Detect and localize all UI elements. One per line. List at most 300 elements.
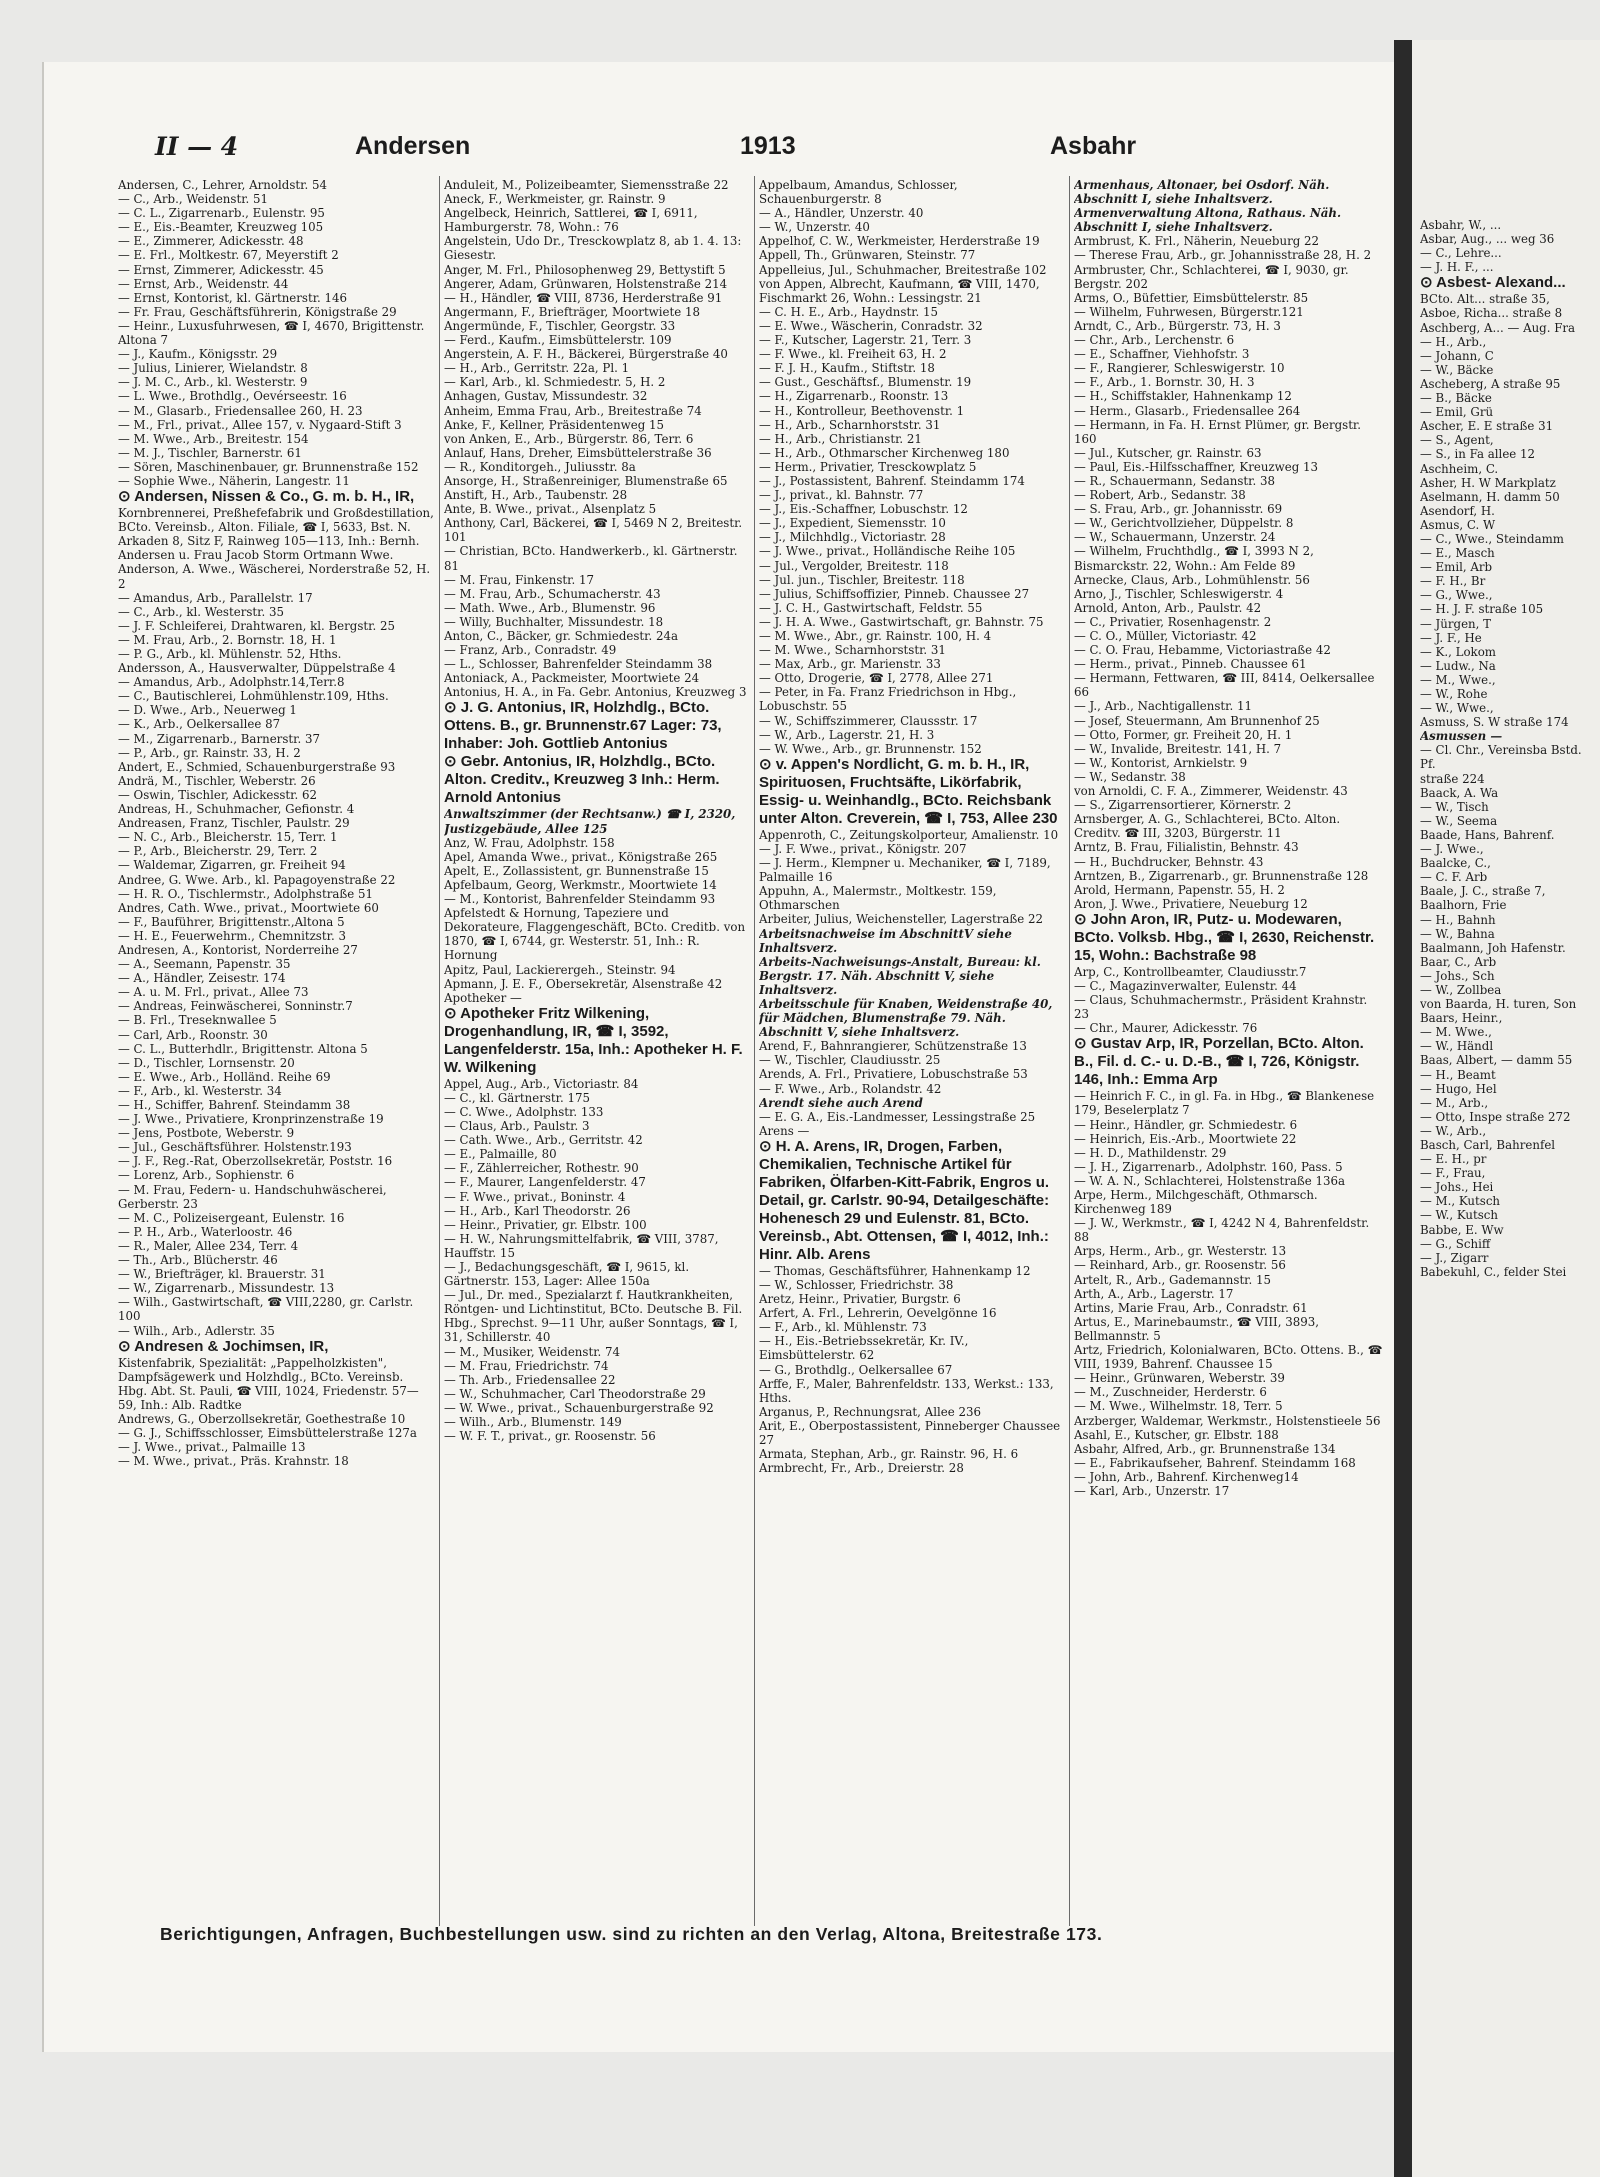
- directory-entry: Aselmann, H. damm 50: [1420, 489, 1560, 504]
- directory-entry: — Lorenz, Arb., Sophienstr. 6: [118, 1168, 295, 1183]
- directory-entry: — Chr., Maurer, Adickesstr. 76: [1074, 1021, 1258, 1036]
- directory-entry: Arendt siehe auch Arend: [759, 1095, 923, 1110]
- directory-entry: — A., Händler, Zeisestr. 174: [118, 971, 286, 986]
- directory-entry: Asmussen —: [1420, 729, 1503, 744]
- column-3: [759, 178, 1065, 1913]
- directory-entry: — Herm., privat., Pinneb. Chaussee 61: [1074, 657, 1307, 672]
- directory-entry: — W., Kutsch: [1420, 1208, 1499, 1223]
- directory-entry: — W., Tischler, Claudiusstr. 25: [759, 1053, 941, 1068]
- directory-entry: — Ernst, Kontorist, kl. Gärtnerstr. 146: [118, 290, 348, 305]
- directory-entry: Arfert, A. Frl., Lehrerin, Oevelgönne 16: [759, 1306, 997, 1321]
- directory-entry: — E. Wwe., Arb., Holländ. Reihe 69: [118, 1069, 331, 1084]
- directory-entry: Angelbeck, Heinrich, Sattlerei, ☎ I, 6911, Hamburgerstr. 78, Wohn.: 76: [444, 206, 698, 235]
- directory-entry: — S., Zigarrensortierer, Körnerstr. 2: [1074, 798, 1292, 813]
- directory-entry: — M., Zuschneider, Herderstr. 6: [1074, 1385, 1267, 1400]
- directory-entry: ⊙ Andresen & Jochimsen, IR,: [118, 1337, 329, 1355]
- directory-entry: — K., Arb., Oelkersallee 87: [118, 717, 281, 732]
- directory-entry: Asbar, Aug., ... weg 36: [1420, 232, 1555, 247]
- directory-entry: — H. D., Mathildenstr. 29: [1074, 1145, 1227, 1160]
- directory-entry: Baars, Heinr.,: [1420, 1011, 1503, 1026]
- directory-entry: — M. Wwe., Abr., gr. Rainstr. 100, H. 4: [759, 629, 992, 643]
- directory-entry: — H. J. F. straße 105: [1420, 602, 1544, 617]
- directory-entry: — M. Wwe.,: [1420, 1025, 1492, 1040]
- directory-entry: — W., Rohe: [1420, 687, 1488, 701]
- directory-entry: — Heinr., Luxusfuhrwesen, ☎ I, 4670, Brigittenstr. Altona 7: [118, 318, 425, 348]
- directory-entry: — Julius, Linierer, Wielandstr. 8: [118, 361, 308, 376]
- directory-entry: — H., Schiffstakler, Hahnenkamp 12: [1074, 389, 1292, 404]
- directory-entry: — Otto, Inspe straße 272: [1420, 1109, 1571, 1124]
- directory-entry: straße 224: [1420, 771, 1485, 786]
- directory-entry: Appelbaum, Amandus, Schlosser, Schauenburgerstr. 8: [759, 178, 958, 207]
- directory-entry: Arp, C., Kontrollbeamter, Claudiusstr.7: [1074, 964, 1307, 979]
- directory-entry: — H., Eis.-Betriebssekretär, Kr. IV., Eimsbüttelerstr. 62: [759, 1334, 969, 1363]
- column-rule: [754, 176, 755, 1926]
- directory-entry: — M. Frau, Finkenstr. 17: [444, 572, 595, 587]
- directory-entry: — E. G. A., Eis.-Landmesser, Lessingstraße 25: [759, 1109, 1036, 1124]
- directory-entry: — W., Briefträger, kl. Brauerstr. 31: [118, 1267, 326, 1282]
- directory-entry: — Karl, Arb., Unzerstr. 17: [1074, 1483, 1230, 1498]
- directory-entry: Aschheim, C.: [1420, 461, 1499, 476]
- directory-entry: — M., Frl., privat., Allee 157, v. Nygaard-Stift 3: [118, 417, 402, 432]
- directory-entry: Kistenfabrik, Spezialität: „Pappelholzkisten", Dampfsägewerk und Holzhdlg., BCto. Vereinsb. Hbg. Abt. St. Pauli, ☎ VIII, 1024, Friedenstr. 57—59, Inh.: Alb. Radtke: [118, 1355, 419, 1412]
- directory-entry: — Wilh., Gastwirtschaft, ☎ VIII,2280, gr. Carlstr. 100: [118, 1295, 414, 1324]
- directory-entry: ⊙ Gebr. Antonius, IR, Holzhdlg., BCto. Alton. Creditv., Kreuzweg 3 Inh.: Herm. Arnold Antonius: [444, 753, 720, 807]
- directory-entry: — Oswin, Tischler, Adickesstr. 62: [118, 787, 318, 802]
- directory-entry: — Sophie Wwe., Näherin, Langestr. 11: [118, 473, 350, 488]
- directory-entry: — W. Wwe., privat., Schauenburgerstraße 92: [444, 1400, 714, 1415]
- directory-entry: Babbe, E. Ww: [1420, 1222, 1504, 1237]
- directory-entry: — Christian, BCto. Handwerkerb., kl. Gärtnerstr. 81: [444, 544, 738, 573]
- directory-entry: Artins, Marie Frau, Arb., Conradstr. 61: [1074, 1300, 1308, 1315]
- directory-entry: — M. Frau, Federn- u. Handschuhwäscherei, Gerberstr. 23: [118, 1182, 387, 1211]
- directory-entry: Armbrecht, Fr., Arb., Dreierstr. 28: [759, 1461, 964, 1476]
- directory-entry: — Otto, Drogerie, ☎ I, 2778, Allee 271: [759, 671, 994, 686]
- directory-entry: Anstift, H., Arb., Taubenstr. 28: [444, 488, 628, 503]
- directory-entry: — D. Wwe., Arb., Neuerweg 1: [118, 703, 297, 718]
- directory-entry: — J. Herm., Klempner u. Mechaniker, ☎ I, 7189, Palmaille 16: [759, 856, 1051, 885]
- directory-entry: — S., in Fa allee 12: [1420, 447, 1536, 462]
- directory-entry: — P., Arb., gr. Rainstr. 33, H. 2: [118, 745, 301, 760]
- directory-entry: Arit, E., Oberpostassistent, Pinneberger Chaussee 27: [759, 1418, 1061, 1448]
- directory-entry: — Heinr., Grünwaren, Weberstr. 39: [1074, 1371, 1285, 1386]
- directory-entry: — C., Lehre...: [1420, 246, 1502, 261]
- directory-entry: — H., Beamt: [1420, 1067, 1496, 1082]
- directory-entry: — G., Schiff: [1420, 1236, 1491, 1251]
- directory-entry: Armbruster, Chr., Schlachterei, ☎ I, 9030, gr. Bergstr. 202: [1074, 262, 1349, 291]
- directory-entry: Anlauf, Hans, Dreher, Eimsbüttelerstraße 36: [444, 445, 712, 460]
- directory-entry: Arens —: [759, 1123, 810, 1138]
- directory-entry: — F., Zählerreicher, Rothestr. 90: [444, 1161, 639, 1176]
- directory-entry: Babekuhl, C., felder Stei: [1420, 1264, 1567, 1279]
- directory-entry: — Max, Arb., gr. Marienstr. 33: [759, 657, 941, 672]
- right-keyword: Asbahr: [1050, 132, 1137, 160]
- directory-entry: von Arnoldi, C. F. A., Zimmerer, Weidenstr. 43: [1074, 784, 1348, 799]
- directory-entry: Angermünde, F., Tischler, Georgstr. 33: [444, 318, 676, 333]
- directory-entry: — F. Wwe., Arb., Rolandstr. 42: [759, 1081, 942, 1096]
- directory-entry: — W., Händl: [1420, 1039, 1494, 1054]
- column-rule: [1069, 176, 1070, 1926]
- directory-entry: — J. F., Reg.-Rat, Oberzollsekretär, Poststr. 16: [118, 1154, 393, 1169]
- directory-entry: Andersson, A., Hausverwalter, Düppelstraße 4: [118, 661, 396, 676]
- directory-entry: Anke, F., Kellner, Präsidentenweg 15: [444, 417, 665, 432]
- directory-entry: — H., Arb., Othmarscher Kirchenweg 180: [759, 445, 1010, 460]
- directory-entry: — Andreas, Feinwäscherei, Sonninstr.7: [118, 999, 353, 1014]
- directory-entry: — John, Arb., Bahrenf. Kirchenweg14: [1074, 1469, 1299, 1484]
- directory-entry: Arnecke, Claus, Arb., Lohmühlenstr. 56: [1074, 572, 1310, 587]
- directory-entry: Ansorge, H., Straßenreiniger, Blumenstraße 65: [444, 473, 728, 488]
- directory-entry: Anz, W. Frau, Adolphstr. 158: [444, 835, 615, 850]
- directory-entry: — C., kl. Gärtnerstr. 175: [444, 1090, 591, 1105]
- directory-entry: — Johann, C: [1420, 348, 1494, 363]
- directory-entry: — Th., Arb., Blücherstr. 46: [118, 1253, 278, 1268]
- directory-entry: — H. E., Feuerwehrm., Chemnitzstr. 3: [118, 928, 346, 943]
- directory-entry: — Jul., Dr. med., Spezialarzt f. Hautkrankheiten, Röntgen- und Lichtinstitut, BCto. Deutsche B. Fil. Hbg., Sprechst. 9—11 Uhr, außer Sonntags, ☎ I, 31, Schillerstr. 40: [444, 1288, 743, 1345]
- directory-entry: — Herm., Glasarb., Friedensallee 264: [1074, 403, 1301, 418]
- directory-entry: Angelstein, Udo Dr., Tresckowplatz 8, ab 1. 4. 13: Giesestr.: [444, 234, 742, 263]
- directory-entry: — L. Wwe., Brothdlg., Oevérseestr. 16: [118, 389, 347, 404]
- directory-entry: Andersen, C., Lehrer, Arnoldstr. 54: [118, 178, 327, 192]
- directory-entry: Andresen, A., Kontorist, Norderreihe 27: [118, 942, 358, 957]
- directory-entry: — E. H., pr: [1420, 1152, 1487, 1167]
- directory-entry: — H. W., Nahrungsmittelfabrik, ☎ VIII, 3787, Hauffstr. 15: [444, 1231, 719, 1260]
- directory-entry: — Willy, Buchhalter, Missundestr. 18: [444, 614, 664, 629]
- directory-entry: Arganus, P., Rechnungsrat, Allee 236: [759, 1404, 981, 1419]
- directory-entry: — F. Wwe., privat., Boninstr. 4: [444, 1189, 626, 1204]
- directory-entry: — Karl, Arb., kl. Schmiedestr. 5, H. 2: [444, 375, 666, 390]
- directory-entry: Aneck, F., Werkmeister, gr. Rainstr. 9: [444, 192, 666, 207]
- publisher-footer: Berichtigungen, Anfragen, Buchbestellungen usw. sind zu richten an den Verlag, Altona, Breitestraße 173.: [160, 1924, 1103, 1944]
- directory-entry: Artus, E., Marinebaumstr., ☎ VIII, 3893, Bellmannstr. 5: [1074, 1314, 1319, 1343]
- directory-entry: Appenroth, C., Zeitungskolporteur, Amalienstr. 10: [759, 827, 1059, 842]
- directory-entry: Arends, A. Frl., Privatiere, Lobuschstraße 53: [759, 1067, 1028, 1082]
- directory-entry: — Reinhard, Arb., gr. Roosenstr. 56: [1074, 1258, 1286, 1273]
- directory-entry: Arntz, B. Frau, Filialistin, Behnstr. 43: [1074, 840, 1299, 855]
- directory-entry: — F. J. H., Kaufm., Stiftstr. 18: [759, 361, 935, 376]
- directory-entry: — Ferd., Kaufm., Eimsbüttelerstr. 109: [444, 333, 672, 348]
- directory-entry: — H., Kontrolleur, Beethovenstr. 1: [759, 403, 965, 418]
- directory-entry: — M., Kutsch: [1420, 1194, 1501, 1209]
- directory-entry: Appel, Aug., Arb., Victoriastr. 84: [444, 1076, 639, 1091]
- directory-entry: — M. Wwe., privat., Präs. Krahnstr. 18: [118, 1454, 349, 1469]
- directory-entry: — Heinrich F. C., in gl. Fa. in Hbg., ☎ Blankenese 179, Beselerplatz 7: [1074, 1089, 1375, 1118]
- directory-entry: Arps, Herm., Arb., gr. Westerstr. 13: [1074, 1244, 1287, 1259]
- directory-entry: — Jens, Postbote, Weberstr. 9: [118, 1126, 295, 1141]
- directory-entry: — Jul., Kutscher, gr. Rainstr. 63: [1074, 445, 1262, 460]
- directory-entry: Asher, H. W Markplatz: [1420, 475, 1556, 490]
- left-keyword: Andersen: [355, 132, 471, 160]
- directory-entry: — W., Sedanstr. 38: [1074, 769, 1186, 784]
- directory-entry: — F., Bauführer, Brigittenstr.,Altona 5: [118, 914, 345, 929]
- directory-entry: Arndt, C., Arb., Bürgerstr. 73, H. 3: [1074, 318, 1281, 333]
- directory-entry: — Thomas, Geschäftsführer, Hahnenkamp 12: [759, 1263, 1031, 1278]
- directory-entry: Anhagen, Gustav, Missundestr. 32: [444, 389, 648, 404]
- directory-entry: Asmus, C. W: [1420, 517, 1496, 532]
- directory-entry: — Wilh., Arb., Blumenstr. 149: [444, 1415, 622, 1430]
- directory-entry: — Therese Frau, Arb., gr. Johannisstraße 28, H. 2: [1074, 248, 1372, 263]
- directory-entry: ⊙ John Aron, IR, Putz- u. Modewaren, BCto. Volksb. Hbg., ☎ I, 2630, Reichenstr. 15, Wohn.: Bachstraße 98: [1074, 910, 1375, 964]
- directory-entry: ⊙ Andersen, Nissen & Co., G. m. b. H., IR,: [118, 488, 415, 506]
- directory-entry: Asendorf, H.: [1420, 503, 1495, 518]
- directory-entry: Baar, C., Arb: [1420, 954, 1497, 969]
- directory-entry: — Waldemar, Zigarren, gr. Freiheit 94: [118, 858, 346, 873]
- directory-entry: — P. H., Arb., Waterloostr. 46: [118, 1224, 293, 1239]
- directory-entry: — W., Wwe.,: [1420, 701, 1494, 716]
- directory-entry: Appuhn, A., Malermstr., Moltkestr. 159, Othmarschen: [759, 884, 997, 913]
- directory-entry: — H., Arb., Karl Theodorstr. 26: [444, 1203, 631, 1218]
- directory-entry: — C. L., Zigarrenarb., Eulenstr. 95: [118, 206, 325, 221]
- directory-entry: — W., Schauermann, Unzerstr. 24: [1074, 530, 1276, 545]
- directory-entry: — W., Gerichtvollzieher, Düppelstr. 8: [1074, 516, 1294, 531]
- directory-entry: Armenhaus, Altonaer, bei Osdorf. Näh. Abschnitt I, siehe Inhaltsverz.: [1074, 178, 1330, 207]
- page-number: II — 4: [155, 132, 239, 161]
- directory-entry: — F., Arb., kl. Westerstr. 34: [118, 1083, 282, 1098]
- directory-entry: — F. Wwe., kl. Freiheit 63, H. 2: [759, 347, 947, 362]
- directory-entry: — M. J., Tischler, Barnerstr. 61: [118, 445, 302, 460]
- column-rule: [439, 176, 440, 1926]
- directory-entry: — J., privat., kl. Bahnstr. 77: [759, 488, 924, 503]
- directory-entry: — M. Wwe., Scharnhorststr. 31: [759, 643, 946, 658]
- directory-entry: — C. H. E., Arb., Haydnstr. 15: [759, 304, 939, 319]
- directory-entry: — R., Schauermann, Sedanstr. 38: [1074, 473, 1276, 488]
- directory-entry: — H., Bahnh: [1420, 912, 1496, 927]
- directory-entry: — C. O., Müller, Victoriastr. 42: [1074, 629, 1257, 643]
- directory-entry: — C., Magazinverwalter, Eulenstr. 44: [1074, 978, 1297, 993]
- directory-entry: — E., Schaffner, Viehhofstr. 3: [1074, 347, 1250, 362]
- directory-entry: — W. F. T., privat., gr. Roosenstr. 56: [444, 1429, 656, 1444]
- directory-entry: Armata, Stephan, Arb., gr. Rainstr. 96, H. 6: [759, 1447, 1019, 1462]
- directory-entry: ⊙ H. A. Arens, IR, Drogen, Farben, Chemikalien, Technische Artikel für Fabriken, Ölfarben-Kitt-Fabrik, Engros u. Detail, gr. Carlstr. 90-94, Detailgeschäfte: Hohenesch 29 und Eulenstr. 81, BCto. Vereinsb., Abt. Ottensen, ☎ I, 4012, Inh.: Hinr. Alb. Arens: [759, 1137, 1050, 1263]
- directory-entry: Kornbrennerei, Preßhefefabrik und Großdestillation, BCto. Vereinsb., Alton. Filiale, ☎ I, 5633, Bst. N. Arkaden 8, Sitz F, Rainweg 105—113, Inh.: Bernh. Andersen u. Frau Jacob Storm Ortmann Wwe.: [118, 506, 434, 563]
- directory-entry: Asbahr, W., ...: [1420, 218, 1502, 232]
- directory-entry: Arntzen, B., Zigarrenarb., gr. Brunnenstraße 128: [1074, 868, 1369, 883]
- directory-entry: von Appen, Albrecht, Kaufmann, ☎ VIII, 1470, Fischmarkt 26, Wohn.: Lessingstr. 21: [759, 276, 1040, 305]
- directory-entry: ⊙ Apotheker Fritz Wilkening, Drogenhandlung, IR, ☎ I, 3592, Langenfelderstr. 15a, Inh.: Apotheker H. F. W. Wilkening: [444, 1004, 743, 1076]
- directory-entry: — A., Händler, Unzerstr. 40: [759, 206, 924, 221]
- directory-entry: ⊙ v. Appen's Nordlicht, G. m. b. H., IR, Spirituosen, Fruchtsäfte, Likörfabrik, Essig- u. Weinhandlg., BCto. Reichsbank unter Alton. Creverein, ☎ I, 753, Allee 230: [759, 755, 1058, 827]
- directory-entry: — M., Wwe.,: [1420, 672, 1496, 687]
- directory-entry: Andree, G. Wwe. Arb., kl. Papagoyenstraße 22: [118, 872, 396, 887]
- directory-entry: — H., Zigarrenarb., Roonstr. 13: [759, 389, 949, 404]
- directory-entry: — Chr., Arb., Lerchenstr. 6: [1074, 333, 1235, 348]
- directory-entry: — E., Eis.-Beamter, Kreuzweg 105: [118, 220, 324, 235]
- directory-entry: — C. L., Butterhdlr., Brigittenstr. Altona 5: [118, 1041, 368, 1056]
- directory-entry: — H., Buchdrucker, Behnstr. 43: [1074, 854, 1264, 869]
- directory-entry: — C., Privatier, Rosenhagenstr. 2: [1074, 614, 1272, 629]
- directory-entry: — Emil, Arb: [1420, 560, 1493, 575]
- directory-entry: Arffe, F., Maler, Bahrenfeldstr. 133, Werkst.: 133, Hths.: [759, 1376, 1054, 1405]
- directory-entry: — E. Frl., Moltkestr. 67, Meyerstift 2: [118, 248, 339, 263]
- directory-entry: — R., Maler, Allee 234, Terr. 4: [118, 1238, 299, 1253]
- directory-entry: Baade, Hans, Bahrenf.: [1420, 827, 1555, 842]
- directory-entry: Apel, Amanda Wwe., privat., Königstraße 265: [444, 849, 718, 864]
- directory-entry: Asbahr, Alfred, Arb., gr. Brunnenstraße 134: [1074, 1441, 1336, 1456]
- directory-entry: — W. Wwe., Arb., gr. Brunnenstr. 152: [759, 741, 982, 756]
- directory-entry: Appell, Th., Grünwaren, Steinstr. 77: [759, 248, 976, 263]
- directory-entry: — J., Zigarr: [1420, 1250, 1489, 1265]
- directory-entry: Apfelbaum, Georg, Werkmstr., Moortwiete 14: [444, 877, 717, 892]
- directory-entry: — Josef, Steuermann, Am Brunnenhof 25: [1074, 713, 1320, 728]
- directory-entry: — E., Fabrikaufseher, Bahrenf. Steindamm 168: [1074, 1455, 1356, 1470]
- directory-entry: — Herm., Privatier, Tresckowplatz 5: [759, 459, 977, 474]
- directory-entry: Andrews, G., Oberzollsekretär, Goethestraße 10: [118, 1411, 406, 1426]
- directory-entry: — Wilh., Arb., Adlerstr. 35: [118, 1323, 275, 1338]
- directory-entry: — M., Musiker, Weidenstr. 74: [444, 1344, 621, 1359]
- column-4: [1074, 178, 1384, 1913]
- directory-entry: — M. Wwe., Wilhelmstr. 18, Terr. 5: [1074, 1399, 1283, 1414]
- directory-entry: — W., Schlosser, Friedrichstr. 38: [759, 1278, 954, 1292]
- directory-entry: — Jul. jun., Tischler, Breitestr. 118: [759, 572, 965, 587]
- directory-entry: — Sören, Maschinenbauer, gr. Brunnenstraße 152: [118, 459, 419, 474]
- directory-entry: — H., Schiffer, Bahrenf. Steindamm 38: [118, 1098, 351, 1112]
- directory-entry: — Paul, Eis.-Hilfsschaffner, Kreuzweg 13: [1074, 459, 1319, 474]
- directory-entry: Andreasen, Franz, Tischler, Paulstr. 29: [118, 816, 350, 831]
- directory-entry: Arzberger, Waldemar, Werkmstr., Holstenstieele 56: [1074, 1413, 1381, 1428]
- directory-entry: — Heinr., Händler, gr. Schmiedestr. 6: [1074, 1117, 1298, 1132]
- directory-entry: — H., Arb., Christianstr. 21: [759, 431, 922, 446]
- directory-entry: — C. Wwe., Adolphstr. 133: [444, 1104, 604, 1119]
- directory-entry: — J. F. Wwe., privat., Königstr. 207: [759, 841, 967, 856]
- directory-entry: — W., Zigarrenarb., Missundestr. 13: [118, 1281, 335, 1296]
- adjacent-page: [1412, 40, 1600, 2177]
- directory-entry: Artz, Friedrich, Kolonialwaren, BCto. Ottens. B., ☎ VIII, 1939, Bahrenf. Chaussee 15: [1074, 1343, 1383, 1372]
- directory-entry: Arbeitsnachweise im AbschnittV siehe Inhaltsverz.: [759, 926, 1012, 955]
- directory-entry: — H., Arb., Gerritstr. 22a, Pl. 1: [444, 361, 630, 376]
- directory-entry: — J. F. Schleiferei, Drahtwaren, kl. Bergstr. 25: [118, 618, 395, 633]
- directory-entry: — F., Frau,: [1420, 1166, 1486, 1181]
- directory-entry: Angerstein, A. F. H., Bäckerei, Bürgerstraße 40: [444, 347, 728, 362]
- directory-entry: — Ernst, Zimmerer, Adickesstr. 45: [118, 262, 324, 277]
- directory-entry: Arnsberger, A. G., Schlachterei, BCto. Alton. Creditv. ☎ III, 3203, Bürgerstr. 11: [1074, 812, 1341, 841]
- directory-entry: Asahl, E., Kutscher, gr. Elbstr. 188: [1074, 1427, 1279, 1442]
- directory-entry: — Johs., Sch: [1420, 968, 1495, 983]
- directory-entry: Anton, C., Bäcker, gr. Schmiedestr. 24a: [444, 629, 679, 643]
- page-header: [155, 132, 1390, 168]
- directory-entry: — M., Kontorist, Bahrenfelder Steindamm 93: [444, 892, 716, 907]
- directory-entry: — A., Seemann, Papenstr. 35: [118, 957, 291, 972]
- directory-entry: — Johs., Hei: [1420, 1180, 1494, 1195]
- directory-entry: — Heinrich, Eis.-Arb., Moortwiete 22: [1074, 1131, 1297, 1146]
- directory-entry: Arms, O., Büfettier, Eimsbüttelerstr. 85: [1074, 290, 1309, 305]
- directory-entry: Basch, Carl, Bahrenfel: [1420, 1138, 1556, 1152]
- directory-entry: Angerer, Adam, Grünwaren, Holstenstraße 214: [444, 276, 728, 291]
- directory-entry: Anderson, A. Wwe., Wäscherei, Norderstraße 52, H. 2: [118, 562, 431, 591]
- directory-entry: Anthony, Carl, Bäckerei, ☎ I, 5469 N 2, Breitestr. 101: [444, 516, 743, 545]
- directory-entry: Armbrust, K. Frl., Näherin, Neueburg 22: [1074, 234, 1320, 249]
- directory-entry: Baalcke, C.,: [1420, 856, 1491, 871]
- directory-entry: von Anken, E., Arb., Bürgerstr. 86, Terr. 6: [444, 431, 694, 446]
- directory-entry: — H., Arb., Scharnhorststr. 31: [759, 417, 941, 432]
- directory-entry: Arno, J., Tischler, Schleswigerstr. 4: [1074, 586, 1284, 601]
- directory-entry: — W., Bahna: [1420, 926, 1495, 941]
- directory-entry: — E., Masch: [1420, 546, 1495, 561]
- directory-entry: — M. Frau, Arb., 2. Bornstr. 18, H. 1: [118, 632, 337, 647]
- directory-entry: — Jul., Vergolder, Breitestr. 118: [759, 558, 949, 573]
- directory-entry: Andrä, M., Tischler, Weberstr. 26: [118, 773, 316, 788]
- directory-entry: — M. Wwe., Arb., Breitestr. 154: [118, 431, 309, 446]
- directory-entry: — J., Arb., Nachtigallenstr. 11: [1074, 699, 1253, 714]
- directory-entry: — Gust., Geschäftsf., Blumenstr. 19: [759, 375, 972, 390]
- directory-entry: — W., Tisch: [1420, 799, 1489, 814]
- directory-entry: — D., Tischler, Lornsenstr. 20: [118, 1055, 295, 1070]
- directory-entry: Apitz, Paul, Lackierergeh., Steinstr. 94: [444, 962, 676, 977]
- directory-entry: — Franz, Arb., Conradstr. 49: [444, 643, 617, 658]
- directory-entry: — C., Arb., Weidenstr. 51: [118, 192, 269, 207]
- directory-entry: — J. H., Zigarrenarb., Adolphstr. 160, Pass. 5: [1074, 1159, 1343, 1174]
- directory-entry: Baalhorn, Frie: [1420, 898, 1507, 913]
- directory-entry: Anwaltszimmer (der Rechtsanw.) ☎ I, 2320, Justizgebäude, Allee 125: [444, 807, 736, 836]
- directory-entry: — J. Wwe., Privatiere, Kronprinzenstraße 19: [118, 1112, 384, 1127]
- directory-entry: — Math. Wwe., Arb., Blumenstr. 96: [444, 600, 656, 615]
- directory-entry: Apfelstedt & Hornung, Tapeziere und Dekorateure, Flaggengeschäft, BCto. Creditb. von 1870, ☎ I, 6744, gr. Westerstr. 51, Inh.: R. Hornung: [444, 906, 746, 963]
- book-spine: [1394, 40, 1412, 2177]
- directory-entry: Arbeits-Nachweisungs-Anstalt, Bureau: kl. Bergstr. 17. Näh. Abschnitt V, siehe Inhaltsverz.: [759, 954, 1041, 997]
- directory-entry: — G., Wwe.,: [1420, 588, 1493, 603]
- directory-entry: — M. Frau, Friedrichstr. 74: [444, 1358, 609, 1373]
- directory-entry: Anger, M. Frl., Philosophenweg 29, Bettystift 5: [444, 262, 726, 277]
- directory-entry: Asmuss, S. W straße 174: [1420, 715, 1569, 730]
- directory-entry: — Hermann, in Fa. H. Ernst Plümer, gr. Bergstr. 160: [1074, 417, 1362, 446]
- column-2: [444, 178, 750, 1913]
- directory-entry: ⊙ Gustav Arp, IR, Porzellan, BCto. Alton. B., Fil. d. C.- u. D.-B., ☎ I, 726, Königstr. 146, Inh.: Emma Arp: [1074, 1035, 1364, 1089]
- directory-entry: — Robert, Arb., Sedanstr. 38: [1074, 488, 1246, 503]
- directory-entry: Andreas, H., Schuhmacher, Gefionstr. 4: [118, 802, 355, 817]
- directory-entry: — Peter, in Fa. Franz Friedrichson in Hbg., Lobuschstr. 55: [759, 685, 1017, 714]
- directory-entry: — E. Wwe., Wäscherin, Conradstr. 32: [759, 318, 983, 333]
- directory-entry: Appelhof, C. W., Werkmeister, Herderstraße 19: [759, 234, 1040, 249]
- directory-entry: — A. u. M. Frl., privat., Allee 73: [118, 985, 309, 1000]
- directory-entry: — W., Kontorist, Arnkielstr. 9: [1074, 755, 1248, 770]
- directory-entry: — C., Arb., kl. Westerstr. 35: [118, 604, 284, 619]
- directory-entry: — G. J., Schiffsschlosser, Eimsbüttelerstraße 127a: [118, 1426, 417, 1441]
- directory-entry: — Heinr., Privatier, gr. Elbstr. 100: [444, 1217, 647, 1232]
- directory-entry: Artelt, R., Arb., Gademannstr. 15: [1074, 1272, 1272, 1287]
- directory-entry: — Ernst, Arb., Weidenstr. 44: [118, 276, 289, 291]
- directory-entry: Anduleit, M., Polizeibeamter, Siemensstraße 22: [444, 178, 729, 192]
- directory-entry: — H., Arb.,: [1420, 334, 1487, 349]
- directory-entry: — Claus, Schuhmachermstr., Präsident Krahnstr. 23: [1074, 993, 1368, 1022]
- directory-entry: — K., Lokom: [1420, 644, 1496, 659]
- directory-entry: — Ludw., Na: [1420, 658, 1496, 673]
- directory-entry: — C. F. Arb: [1420, 870, 1488, 885]
- directory-entry: — C., Bautischlerei, Lohmühlenstr.109, Hths.: [118, 689, 389, 704]
- directory-entry: Arbeiter, Julius, Weichensteller, Lagerstraße 22: [759, 912, 1044, 927]
- directory-entry: — W. A. N., Schlachterei, Holstenstraße 136a: [1074, 1173, 1346, 1188]
- directory-entry: Andres, Cath. Wwe., privat., Moortwiete 60: [118, 900, 379, 915]
- directory-entry: — C., Wwe., Steindamm: [1420, 531, 1564, 546]
- directory-entry: — F., Rangierer, Schleswigerstr. 10: [1074, 361, 1285, 376]
- directory-entry: — J., Bedachungsgeschäft, ☎ I, 9615, kl. Gärtnerstr. 153, Lager: Allee 150a: [444, 1260, 690, 1289]
- directory-entry: — Otto, Former, gr. Freiheit 20, H. 1: [1074, 727, 1293, 742]
- directory-entry: ⊙ Asbest- Alexand...: [1420, 274, 1566, 292]
- directory-entry: Antonius, H. A., in Fa. Gebr. Antonius, Kreuzweg 3: [444, 685, 747, 700]
- directory-entry: — B. Frl., Treseknwallee 5: [118, 1013, 277, 1028]
- directory-entry: Arpe, Herm., Milchgeschäft, Othmarsch. Kirchenweg 189: [1074, 1188, 1318, 1217]
- directory-entry: — W., Invalide, Breitestr. 141, H. 7: [1074, 741, 1282, 756]
- directory-entry: — M., Arb.,: [1420, 1095, 1489, 1110]
- directory-entry: — Jul., Geschäftsführer. Holstenstr.193: [118, 1140, 352, 1155]
- directory-entry: Andert, E., Schmied, Schauenburgerstraße 93: [118, 759, 396, 774]
- directory-entry: — F., Arb., 1. Bornstr. 30, H. 3: [1074, 375, 1255, 390]
- directory-entry: — W., Arb., Lagerstr. 21, H. 3: [759, 727, 935, 742]
- directory-entry: — Julius, Schiffsoffizier, Pinneb. Chaussee 27: [759, 586, 1030, 601]
- directory-entry: — C. O. Frau, Hebamme, Victoriastraße 42: [1074, 643, 1331, 658]
- directory-entry: Arth, A., Arb., Lagerstr. 17: [1074, 1286, 1234, 1301]
- directory-entry: — J., Postassistent, Bahrenf. Steindamm 174: [759, 473, 1025, 488]
- directory-entry: ⊙ J. G. Antonius, IR, Holzhdlg., BCto. Ottens. B., gr. Brunnenstr.67 Lager: 73, Inhaber: Joh. Gottlieb Antonius: [444, 699, 722, 753]
- directory-entry: — F., Maurer, Langenfelderstr. 47: [444, 1175, 646, 1190]
- directory-entry: — J. F., He: [1420, 630, 1482, 645]
- directory-entry: Baale, J. C., straße 7,: [1420, 884, 1546, 899]
